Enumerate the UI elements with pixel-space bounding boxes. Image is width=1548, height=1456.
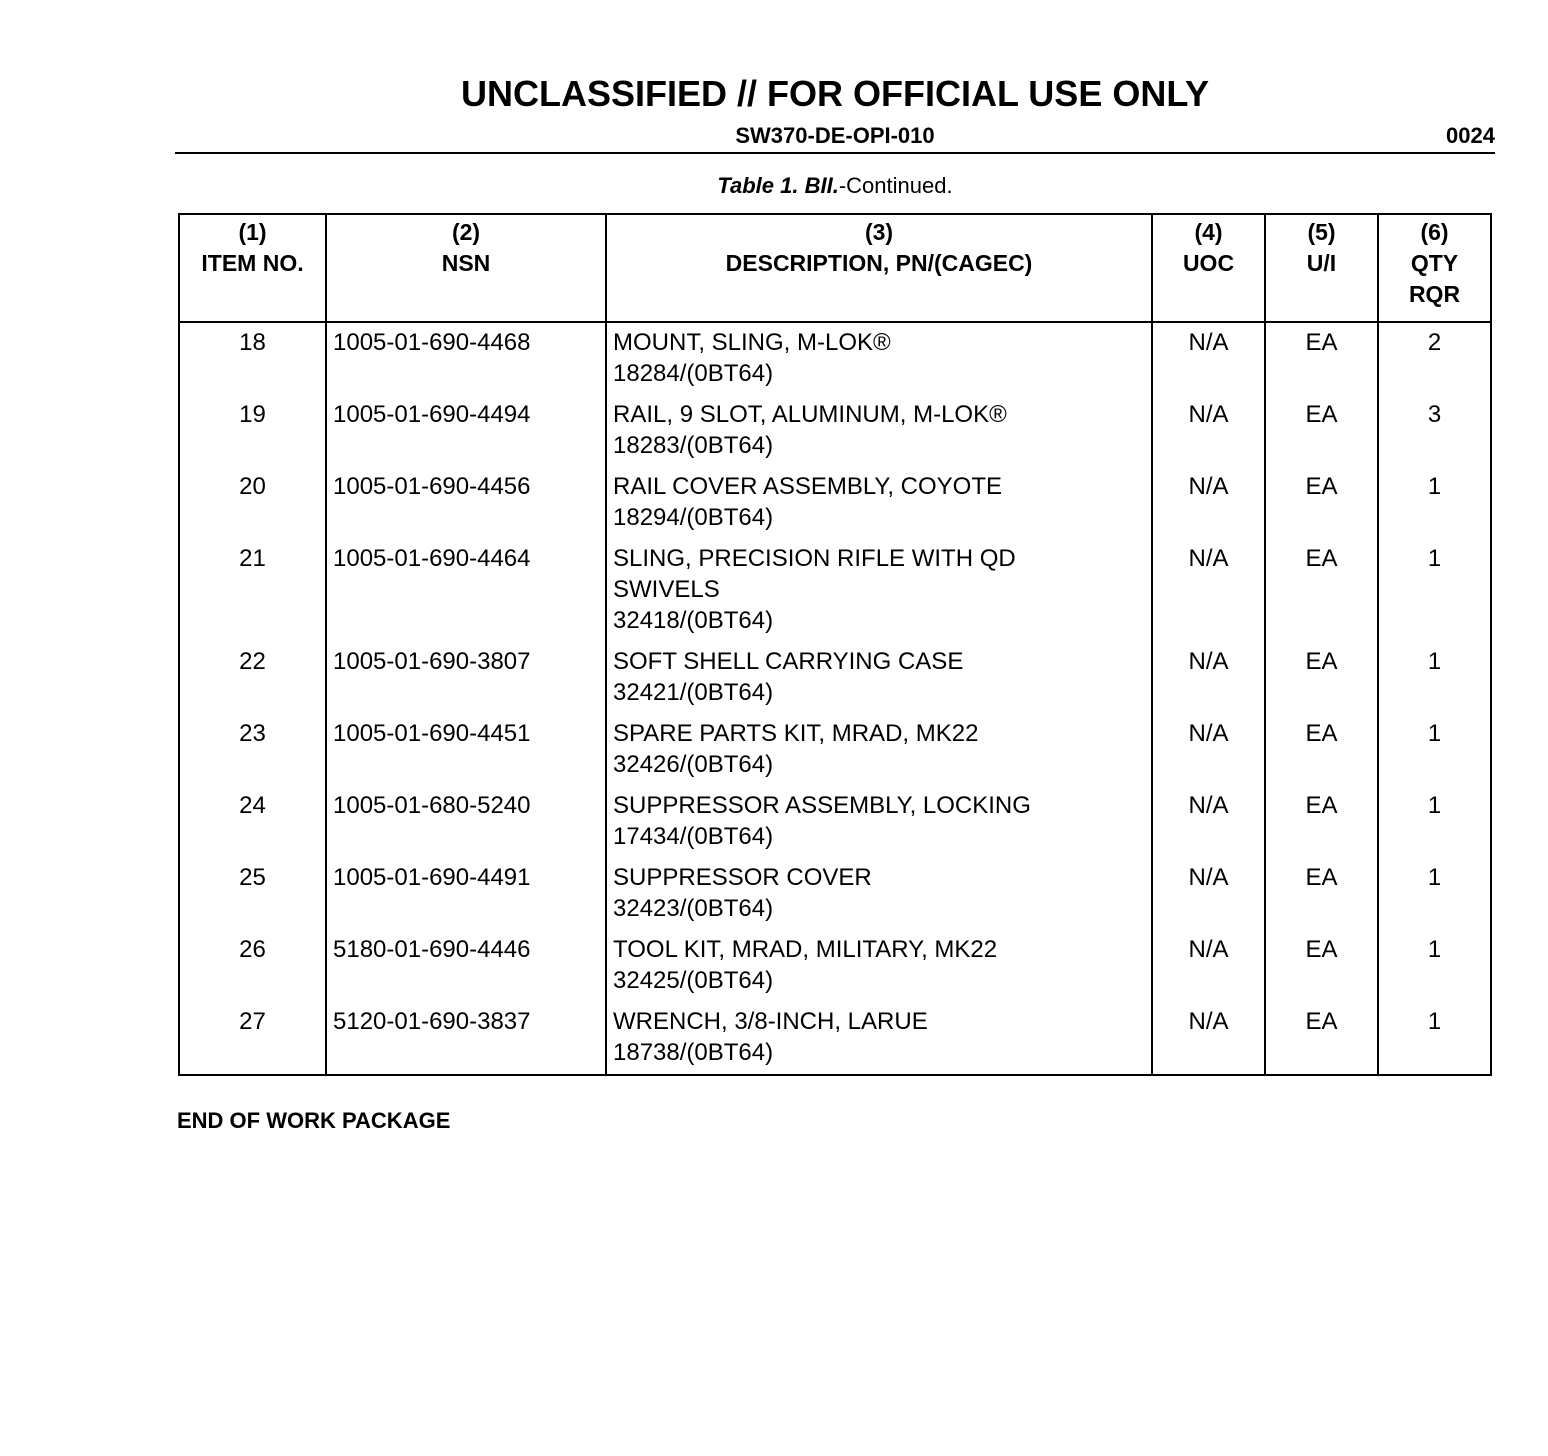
column-number: (4) [1194,219,1223,245]
uoc-cell: N/A [1152,467,1265,539]
unit-of-issue-cell: EA [1265,786,1378,858]
description-line: SWIVELS [613,576,720,603]
nsn-cell: 5120-01-690-3837 [326,1002,606,1075]
part-number-cagec: 18284/(0BT64) [613,360,774,387]
nsn-cell: 1005-01-690-3807 [326,642,606,714]
description-line: WRENCH, 3/8-INCH, LARUE [613,1008,928,1035]
column-header-uoc [1152,214,1265,322]
column-label: QTY [1410,250,1459,276]
description-line: SOFT SHELL CARRYING CASE [613,648,964,675]
work-package-number: 0024 [1446,123,1495,148]
description-cell [606,395,1152,467]
table-row [179,714,1491,786]
qty-required-cell: 1 [1378,858,1491,930]
nsn-cell: 1005-01-690-4468 [326,322,606,395]
nsn-cell: 1005-01-690-4456 [326,467,606,539]
table-row [179,642,1491,714]
end-of-work-package: END OF WORK PACKAGE [177,1108,451,1133]
nsn-cell: 1005-01-690-4464 [326,539,606,642]
column-header-nsn [326,214,606,322]
column-number: (6) [1420,219,1449,245]
qty-required-cell: 1 [1378,539,1491,642]
description-line: SUPPRESSOR ASSEMBLY, LOCKING [613,792,1031,819]
description-cell [606,642,1152,714]
description-line: RAIL COVER ASSEMBLY, COYOTE [613,473,1003,500]
qty-required-cell: 1 [1378,467,1491,539]
part-number-cagec: 18294/(0BT64) [613,504,774,531]
part-number-cagec: 17434/(0BT64) [613,823,774,850]
header-rule [175,152,1495,154]
description-line: SUPPRESSOR COVER [613,864,872,891]
document-number: SW370-DE-OPI-010 [735,123,935,148]
description-cell [606,786,1152,858]
uoc-cell: N/A [1152,930,1265,1002]
column-number: (3) [864,219,894,245]
column-label: U/I [1306,250,1337,276]
part-number-cagec: 32418/(0BT64) [613,607,774,634]
item-number: 22 [179,642,326,714]
unit-of-issue-cell: EA [1265,642,1378,714]
table-caption-label: Table 1. BII. [717,173,839,198]
item-number: 26 [179,930,326,1002]
unit-of-issue-cell: EA [1265,714,1378,786]
unit-of-issue-cell: EA [1265,467,1378,539]
unit-of-issue-cell: EA [1265,930,1378,1002]
column-label: UOC [1182,250,1235,276]
part-number-cagec: 18738/(0BT64) [613,1039,774,1066]
table-caption [175,172,1495,200]
description-cell [606,1002,1152,1075]
unit-of-issue-cell: EA [1265,539,1378,642]
bii-table [178,213,1492,1076]
item-number: 19 [179,395,326,467]
description-line: SPARE PARTS KIT, MRAD, MK22 [613,720,979,747]
column-header-item-no [179,214,326,322]
part-number-cagec: 32426/(0BT64) [613,751,774,778]
uoc-cell: N/A [1152,714,1265,786]
uoc-cell: N/A [1152,642,1265,714]
item-number: 24 [179,786,326,858]
table-header-row [179,214,1491,322]
uoc-cell: N/A [1152,322,1265,395]
unit-of-issue-cell: EA [1265,322,1378,395]
table-row [179,539,1491,642]
unit-of-issue-cell: EA [1265,395,1378,467]
description-cell [606,714,1152,786]
nsn-cell: 1005-01-690-4451 [326,714,606,786]
description-line: SLING, PRECISION RIFLE WITH QD [613,545,1016,572]
column-number: (2) [451,219,481,245]
table-body [179,322,1491,1075]
description-line: RAIL, 9 SLOT, ALUMINUM, M-LOK® [613,401,1007,428]
item-number: 23 [179,714,326,786]
uoc-cell: N/A [1152,858,1265,930]
description-cell [606,322,1152,395]
description-cell [606,930,1152,1002]
column-label: RQR [1408,281,1461,307]
column-header-qty-rqr [1378,214,1491,322]
table-row [179,1002,1491,1075]
description-cell [606,858,1152,930]
column-number: (1) [238,219,267,245]
table-row [179,858,1491,930]
table-row [179,467,1491,539]
column-label: NSN [441,250,491,276]
qty-required-cell: 1 [1378,714,1491,786]
qty-required-cell: 1 [1378,930,1491,1002]
classification-banner: UNCLASSIFIED // FOR OFFICIAL USE ONLY [460,73,1210,114]
description-line: MOUNT, SLING, M-LOK® [613,329,891,356]
description-cell [606,467,1152,539]
qty-required-cell: 3 [1378,395,1491,467]
unit-of-issue-cell: EA [1265,858,1378,930]
column-header-ui [1265,214,1378,322]
description-cell [606,539,1152,642]
part-number-cagec: 18283/(0BT64) [613,432,774,459]
qty-required-cell: 1 [1378,642,1491,714]
qty-required-cell: 1 [1378,786,1491,858]
qty-required-cell: 1 [1378,1002,1491,1075]
column-label: ITEM NO. [201,250,304,276]
table-caption-suffix: -Continued. [838,173,953,198]
item-number: 25 [179,858,326,930]
item-number: 18 [179,322,326,395]
part-number-cagec: 32423/(0BT64) [613,895,774,922]
description-line: TOOL KIT, MRAD, MILITARY, MK22 [613,936,998,963]
uoc-cell: N/A [1152,786,1265,858]
table-row [179,395,1491,467]
item-number: 27 [179,1002,326,1075]
nsn-cell: 5180-01-690-4446 [326,930,606,1002]
uoc-cell: N/A [1152,1002,1265,1075]
uoc-cell: N/A [1152,539,1265,642]
nsn-cell: 1005-01-690-4491 [326,858,606,930]
nsn-cell: 1005-01-680-5240 [326,786,606,858]
table-row [179,322,1491,395]
column-label: DESCRIPTION, PN/(CAGEC) [725,250,1033,276]
table-row [179,930,1491,1002]
column-header-description [606,214,1152,322]
item-number: 21 [179,539,326,642]
uoc-cell: N/A [1152,395,1265,467]
table-row [179,786,1491,858]
part-number-cagec: 32421/(0BT64) [613,679,774,706]
column-number: (5) [1307,219,1336,245]
item-number: 20 [179,467,326,539]
qty-required-cell: 2 [1378,322,1491,395]
part-number-cagec: 32425/(0BT64) [613,967,774,994]
nsn-cell: 1005-01-690-4494 [326,395,606,467]
unit-of-issue-cell: EA [1265,1002,1378,1075]
